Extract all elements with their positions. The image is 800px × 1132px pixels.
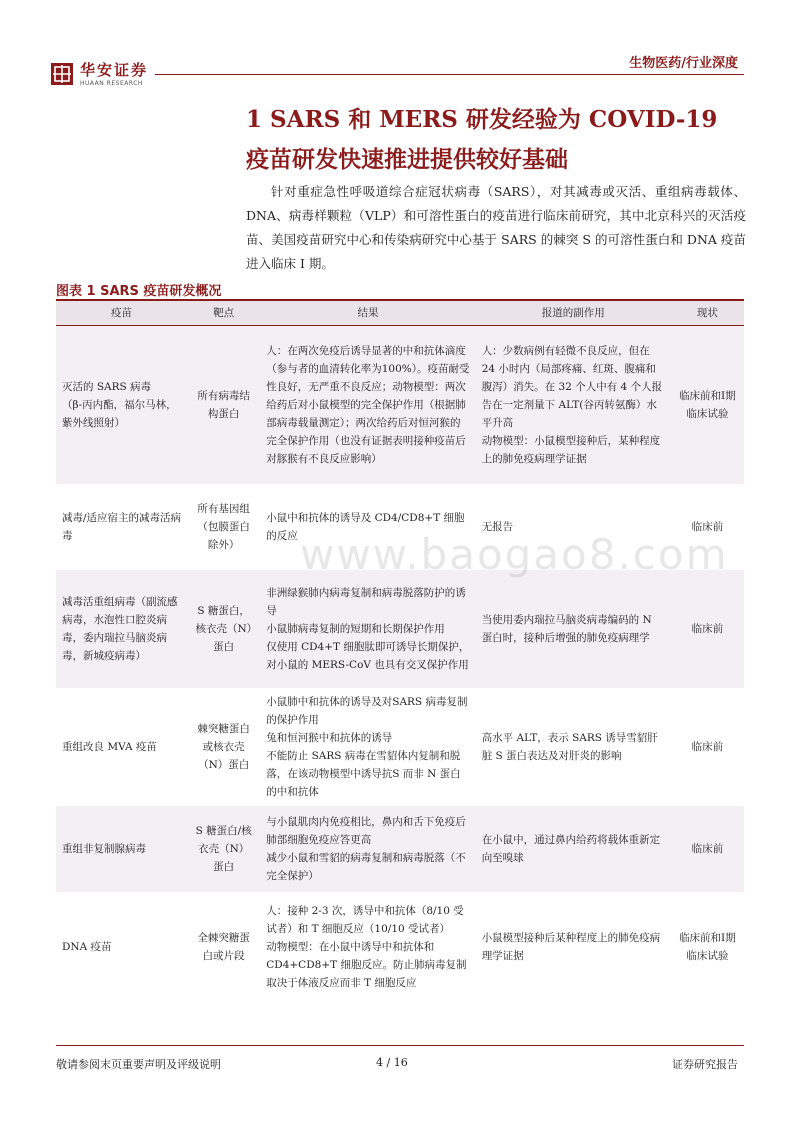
cell-vaccine-text: 灭活的 SARS 病毒: [62, 380, 152, 393]
cell-vaccine: [56, 688, 187, 806]
cell-result-text: 小鼠肺病毒复制的短期和长期保护作用: [266, 622, 445, 635]
cell-result: [260, 688, 475, 806]
cell-result-text: 与小鼠肌肉内免疫相比，鼻内和舌下免疫后肺部细胞免疫应答更高: [266, 815, 466, 846]
sars-vaccine-table: [56, 301, 744, 1002]
cell-target: [187, 570, 260, 688]
figure-title: 图表 1 SARS 疫苗研发概况: [56, 284, 222, 299]
cell-target: [187, 688, 260, 806]
cell-result-text: 小鼠中和抗体的诱导及 CD4/CD8+T 细胞的反应: [266, 511, 465, 542]
cell-side-effects-text: 在小鼠中，通过鼻内给药将载体重新定向至嗅球: [481, 833, 661, 864]
cell-result: [260, 892, 475, 1002]
header-target: 靶点: [187, 301, 260, 326]
cell-target-text: 全棘突糖蛋白或片段: [197, 931, 250, 962]
cell-side-effects-text: 人：少数病例有轻微不良反应，但在 24 小时内（局部疼痛、红斑、腹痛和腹泻）消失。在 32 个人中有 4 个人报告在一定剂量下 ALT(谷丙转氨酶）水平升高: [481, 344, 663, 429]
header-result: 结果: [260, 301, 475, 326]
cell-target-text: 所有基因组（包膜蛋白除外）: [197, 502, 250, 551]
cell-vaccine-text: 重组非复制腺病毒: [62, 842, 146, 855]
cell-vaccine: [56, 484, 187, 570]
cell-result-text: 仅使用 CD4+T 细胞肽即可诱导长期保护，对小鼠的 MERS-CoV 也具有交叉保护作用: [266, 640, 470, 671]
cell-target: [187, 892, 260, 1002]
cell-status: [671, 806, 744, 892]
cell-status: [671, 688, 744, 806]
section-title: 1 SARS 和 MERS 研发经验为 COVID-19 疫苗研发快速推进提供较好基础: [246, 106, 718, 173]
cell-vaccine: [56, 326, 187, 484]
cell-status: [671, 570, 744, 688]
cell-side-effects-text: 动物模型：小鼠模型接种后，某种程度上的肺免疫病理学证据: [481, 434, 661, 465]
cell-status-text: 临床前和Ⅰ期临床试验: [679, 931, 736, 962]
cell-vaccine-text: （β-丙内酯，福尔马林，紫外线照射）: [62, 398, 177, 429]
cell-vaccine-text: 重组改良 MVA 疫苗: [62, 740, 157, 753]
cell-result-text: 小鼠肺中和抗体的诱导及对SARS 病毒复制的保护作用: [266, 695, 468, 726]
cell-side-effects-text: 小鼠模型接种后某种程度上的肺免疫病理学证据: [481, 931, 661, 962]
footer-divider: [56, 1045, 744, 1046]
cell-result-text: 人：接种 2-3 次，诱导中和抗体（8/10 受试者）和 T 细胞反应（10/10 受试者）: [266, 904, 464, 935]
cell-side-effects: [476, 326, 671, 484]
cell-side-effects: [476, 892, 671, 1002]
table-header-row: [56, 301, 744, 326]
cell-result-text: 人：在两次免疫后诱导显著的中和抗体滴度（参与者的血清转化率为100%）。疫苗耐受性良好，无严重不良反应；动物模型：两次给药后对小鼠模型的完全保护作用（根据肺部病毒载量测定）；两次给药后对恒河猴的完全保护作用（也没有证据表明接种疫苗后对豚猴有不良反应影响）: [266, 344, 470, 465]
cell-target: [187, 326, 260, 484]
cell-side-effects: [476, 570, 671, 688]
cell-status-text: 临床前: [691, 622, 724, 635]
cell-vaccine-text: DNA 疫苗: [62, 940, 112, 953]
table-row: [56, 326, 744, 484]
huaan-logo-icon: [50, 62, 74, 86]
report-category: 生物医药/行业深度: [629, 56, 738, 71]
cell-result-text: 减少小鼠和雪貂的病毒复制和病毒脱落（不完全保护）: [266, 851, 466, 882]
cell-status-text: 临床前: [691, 740, 724, 753]
cell-side-effects: [476, 806, 671, 892]
header-status: 现状: [671, 301, 744, 326]
logo-text: 华安证券: [80, 61, 149, 79]
cell-status-text: 临床前: [691, 520, 724, 533]
cell-result-text: 动物模型：在小鼠中诱导中和抗体和 CD4+CD8+T 细胞反应。防止肺病毒复制取决于体液反应而非 T 细胞反应: [266, 940, 467, 989]
footer-disclaimer: 敬请参阅末页重要声明及评级说明: [56, 1058, 221, 1071]
cell-vaccine-text: 减毒/适应宿主的减毒活病毒: [62, 511, 182, 542]
cell-status: [671, 892, 744, 1002]
cell-vaccine: [56, 892, 187, 1002]
cell-result: [260, 806, 475, 892]
cell-side-effects-text: 高水平 ALT，表示 SARS 诱导雪貂肝脏 S 蛋白表达及对肝炎的影响: [481, 731, 658, 762]
cell-side-effects-text: 无报告: [481, 520, 514, 533]
footer-report-type: 证券研究报告: [672, 1058, 738, 1071]
cell-target-text: S 糖蛋白，核衣壳（N）蛋白: [195, 604, 252, 653]
table-row: [56, 570, 744, 688]
table-row: [56, 688, 744, 806]
cell-result-text: 非洲绿猴肺内病毒复制和病毒脱落防护的诱导: [266, 586, 466, 617]
cell-vaccine: [56, 806, 187, 892]
cell-vaccine-text: 减毒活重组病毒（副流感病毒，水泡性口腔炎病毒，委内瑞拉马脑炎病毒，新城疫病毒）: [62, 595, 178, 662]
cell-target: [187, 806, 260, 892]
cell-result: [260, 570, 475, 688]
cell-side-effects: [476, 688, 671, 806]
page-number: 4 / 16: [376, 1056, 408, 1069]
cell-target-text: 棘突糖蛋白或核衣壳（N）蛋白: [197, 722, 250, 771]
header-side-effects: 报道的副作用: [476, 301, 671, 326]
header-vaccine: 疫苗: [56, 301, 187, 326]
watermark: www.baogao8.com: [300, 530, 729, 579]
cell-side-effects-text: 当使用委内瑞拉马脑炎病毒编码的 N 蛋白时，接种后增强的肺免疫病理学: [481, 613, 652, 644]
cell-target-text: S 糖蛋白/核衣壳（N）蛋白: [195, 824, 252, 873]
cell-status: [671, 326, 744, 484]
header-divider: [155, 74, 744, 75]
intro-paragraph: 针对重症急性呼吸道综合症冠状病毒（SARS），对其减毒或灭活、重组病毒载体、DNA、病毒样颗粒（VLP）和可溶性蛋白的疫苗进行临床前研究，其中北京科兴的灭活疫苗、美国疫苗研究中心和传染病研究中心基于 SARS 的棘突 S 的可溶性蛋白和 DNA 疫苗进入临床 I 期。: [246, 184, 746, 271]
cell-status-text: 临床前: [691, 842, 724, 855]
table-row: [56, 806, 744, 892]
cell-result-text: 不能防止 SARS 病毒在雪貂体内复制和脱落，在该动物模型中诱导抗S 而非 N 蛋白的中和抗体: [266, 749, 461, 798]
cell-result: [260, 326, 475, 484]
logo-subtitle: HUAAN RESEARCH: [80, 80, 143, 87]
cell-result-text: 兔和恒河猴中和抗体的诱导: [266, 731, 393, 744]
cell-status-text: 临床前和Ⅰ期临床试验: [679, 389, 736, 420]
cell-target: [187, 484, 260, 570]
cell-vaccine: [56, 570, 187, 688]
table-row: [56, 892, 744, 1002]
cell-target-text: 所有病毒结构蛋白: [197, 389, 250, 420]
